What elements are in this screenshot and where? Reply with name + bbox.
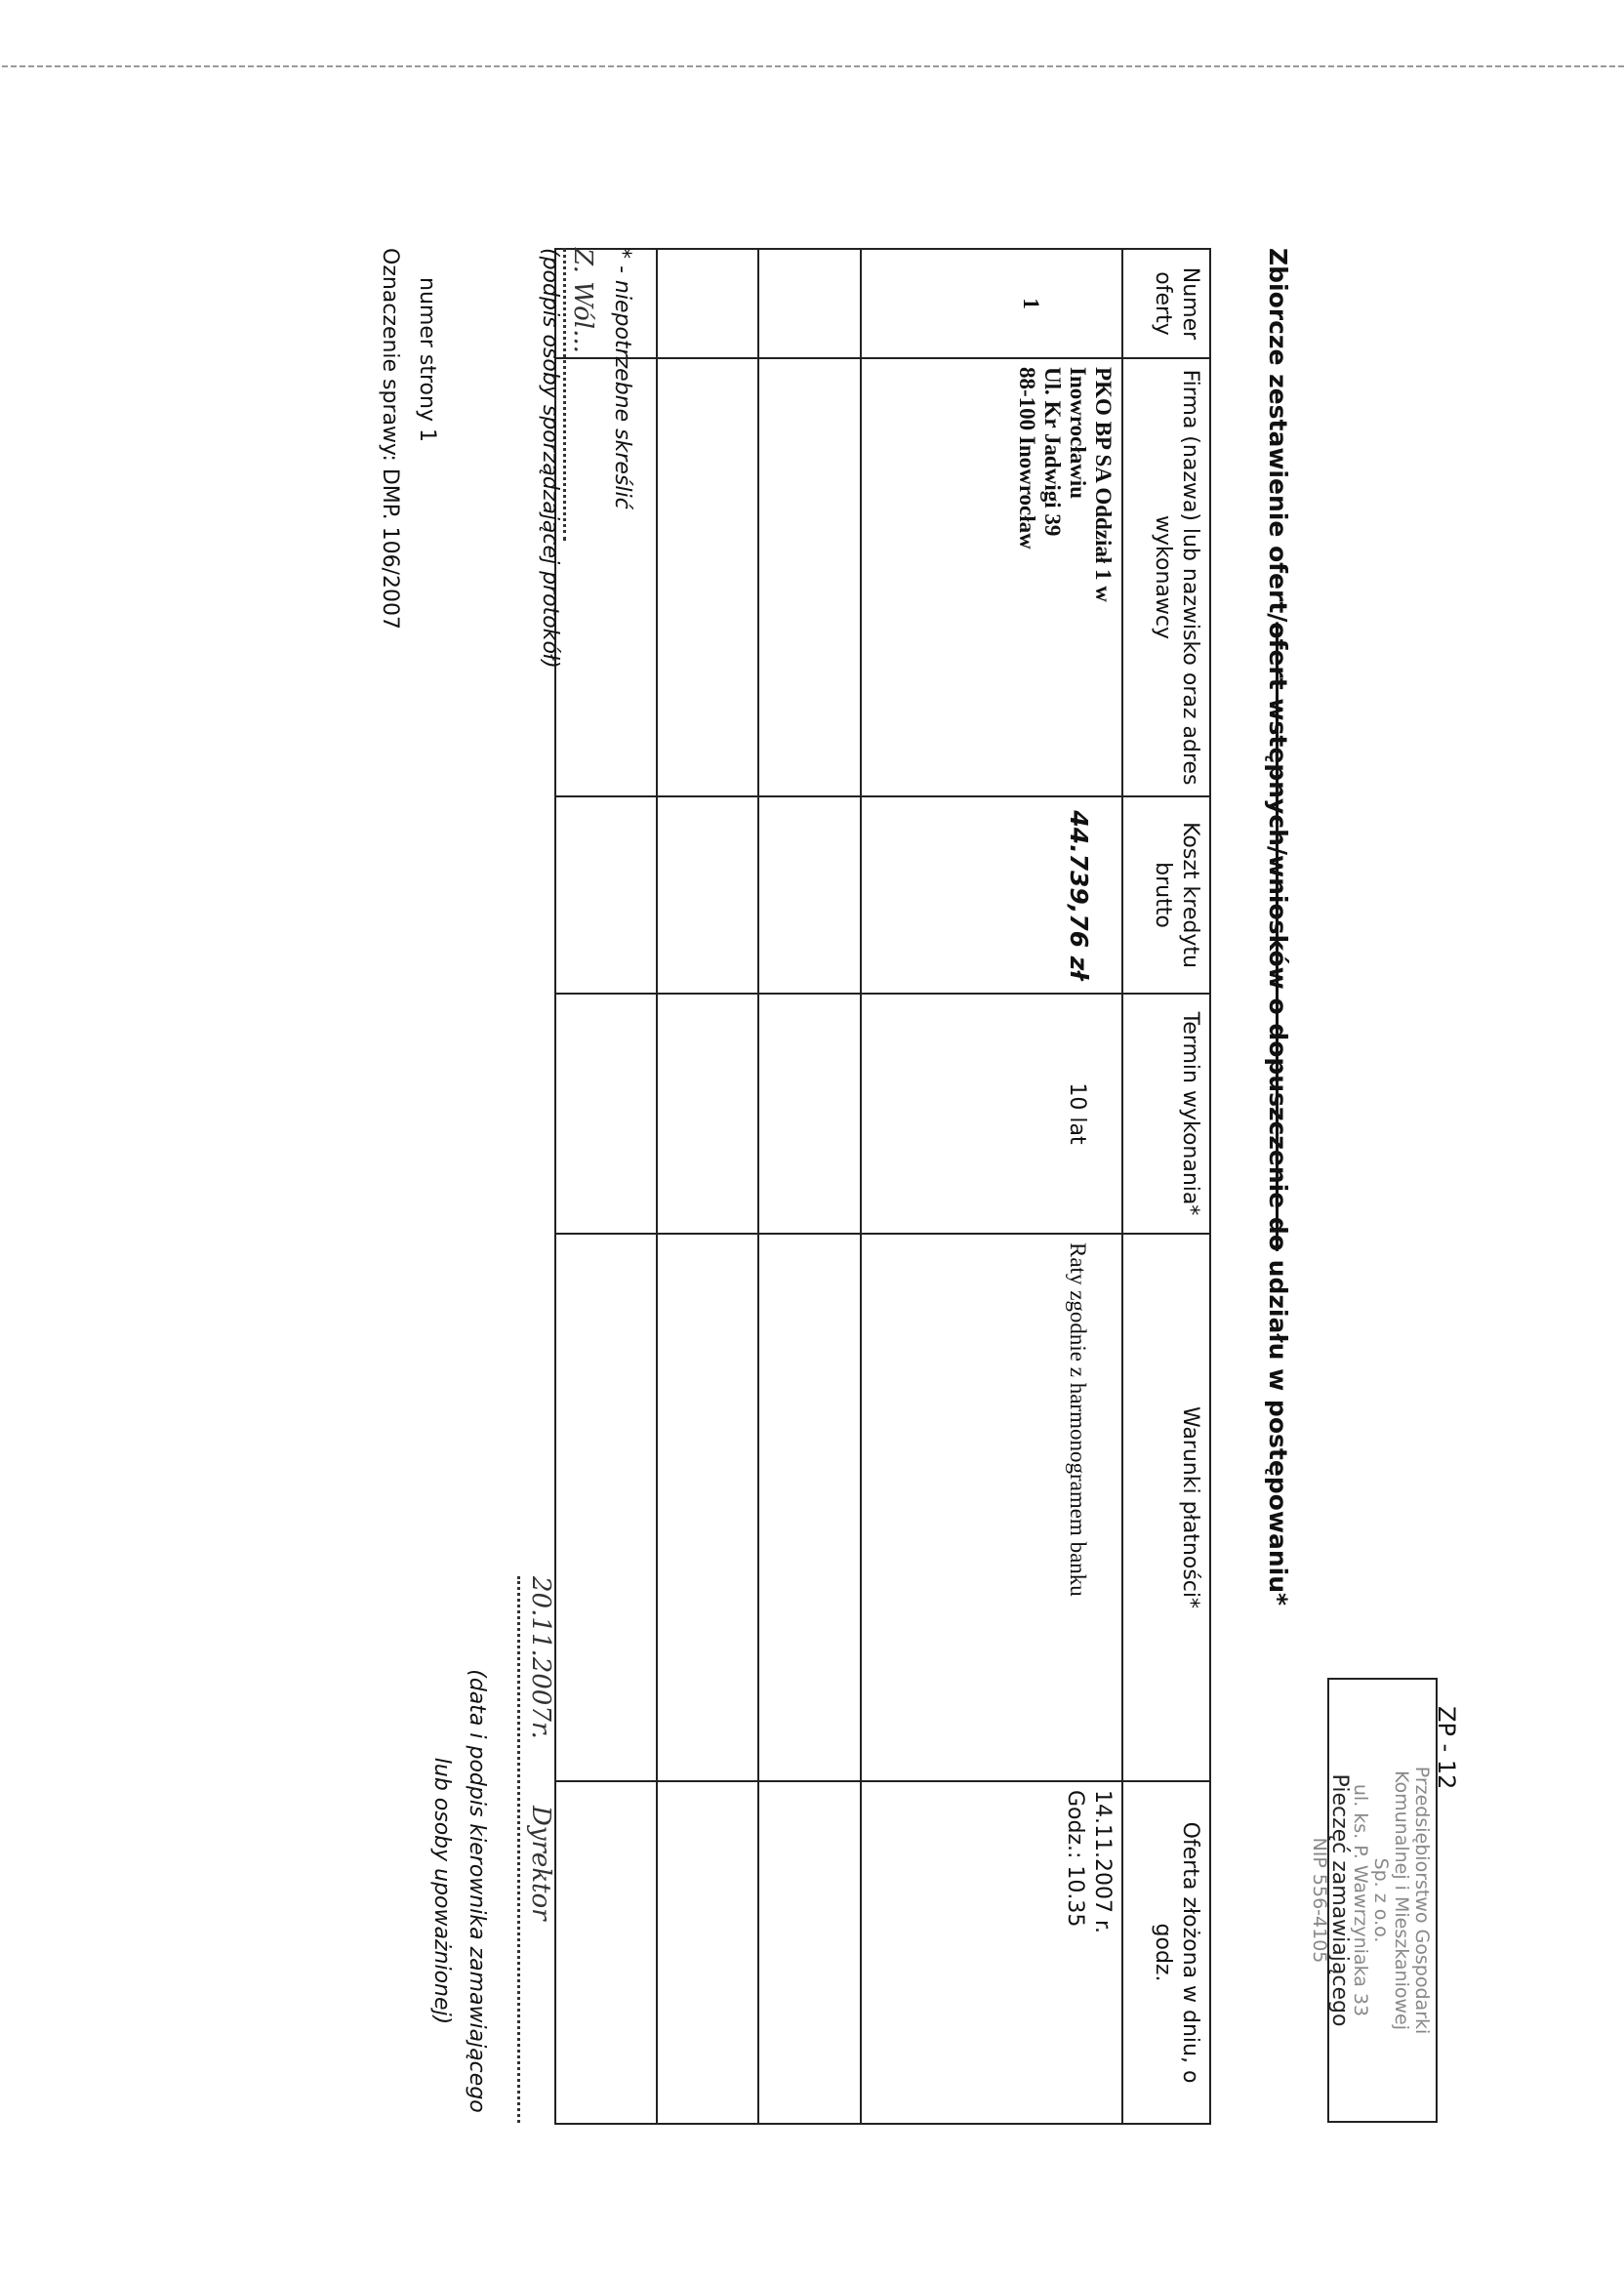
manager-signature-line <box>517 1576 555 2123</box>
submitted-date: 14.11.2007 r. <box>1090 1790 1115 1933</box>
table-header-row <box>1122 249 1210 2124</box>
col-header: Warunki płatności* <box>1122 1234 1210 1781</box>
page-number: numer strony 1 <box>415 277 439 442</box>
empty-table-row <box>657 249 758 2124</box>
title-struck-text: ofert wstępnych/wniosków o dopuszczenie do <box>1264 622 1292 1251</box>
stamp-line: Przedsiębiorstwo Gospodarki <box>1411 1766 1433 2035</box>
preparer-signature-caption: (podpis osoby sporządzającej protokół) <box>538 248 562 669</box>
form-code: ZP - 12 <box>1433 1706 1460 1790</box>
table-row <box>861 249 1122 2124</box>
stamp-line: NIP 556-4105 <box>1309 1837 1330 1964</box>
submitted-cell <box>861 1781 1122 2124</box>
stamp-line: ul. ks. P. Wawrzyniaka 33 <box>1350 1783 1371 2017</box>
credit-cost: 44.739,76 zł <box>861 796 1122 994</box>
case-reference: Oznaczenie sprawy: DMP. 106/2007 <box>378 248 402 630</box>
caption-line: (data i podpis kierownika zamawiającego <box>465 1669 489 2113</box>
caption-line: lub osoby upoważnionej) <box>429 1757 454 2025</box>
manager-signature: Dyrektor <box>526 1805 555 1921</box>
title-prefix: Zbiorcze zestawienie ofert/ <box>1264 248 1292 623</box>
company-stamp <box>1309 1678 1438 2123</box>
manager-signature-caption <box>424 1659 494 2123</box>
firm-line: PKO BP SA Oddział 1 w <box>1091 367 1116 602</box>
col-header: Koszt kredytu brutto <box>1122 796 1210 994</box>
firm-line: 88-100 Inowrocław <box>1015 367 1039 549</box>
stamp-line: Komunalnej i Mieszkaniowej <box>1391 1770 1412 2031</box>
stamp-label: Pieczęć zamawiającego <box>1327 1773 1352 2027</box>
firm-line: Inowrocławiu <box>1066 367 1090 500</box>
firm-line: Ul. Kr Jadwigi 39 <box>1040 367 1065 537</box>
col-header: Firma (nazwa) lub nazwisko oraz adres wykonawcy <box>1122 358 1210 796</box>
col-header: Oferta złożona w dniu, o godz. <box>1122 1781 1210 2124</box>
document-title <box>1264 248 1292 1606</box>
stamp-line: Sp. z o.o. <box>1370 1857 1392 1943</box>
empty-table-row <box>758 249 861 2124</box>
offers-table <box>554 248 1211 2125</box>
title-suffix: udziału w postępowaniu* <box>1264 1250 1292 1607</box>
offer-number: 1 <box>861 249 1122 358</box>
signature-date: 20.11.2007r. <box>526 1576 555 1739</box>
scan-edge-line <box>0 65 1624 67</box>
preparer-signature: Z. Wól... <box>563 248 597 541</box>
footnote: * - niepotrzebne skreślić <box>610 248 634 509</box>
term: 10 lat <box>861 994 1122 1234</box>
submitted-time: Godz.: 10.35 <box>1063 1790 1087 1928</box>
firm-cell <box>861 358 1122 796</box>
payment-terms: Raty zgodnie z harmonogramem banku <box>861 1234 1122 1781</box>
col-header: Termin wykonania* <box>1122 994 1210 1234</box>
col-header: Numer oferty <box>1122 249 1210 358</box>
